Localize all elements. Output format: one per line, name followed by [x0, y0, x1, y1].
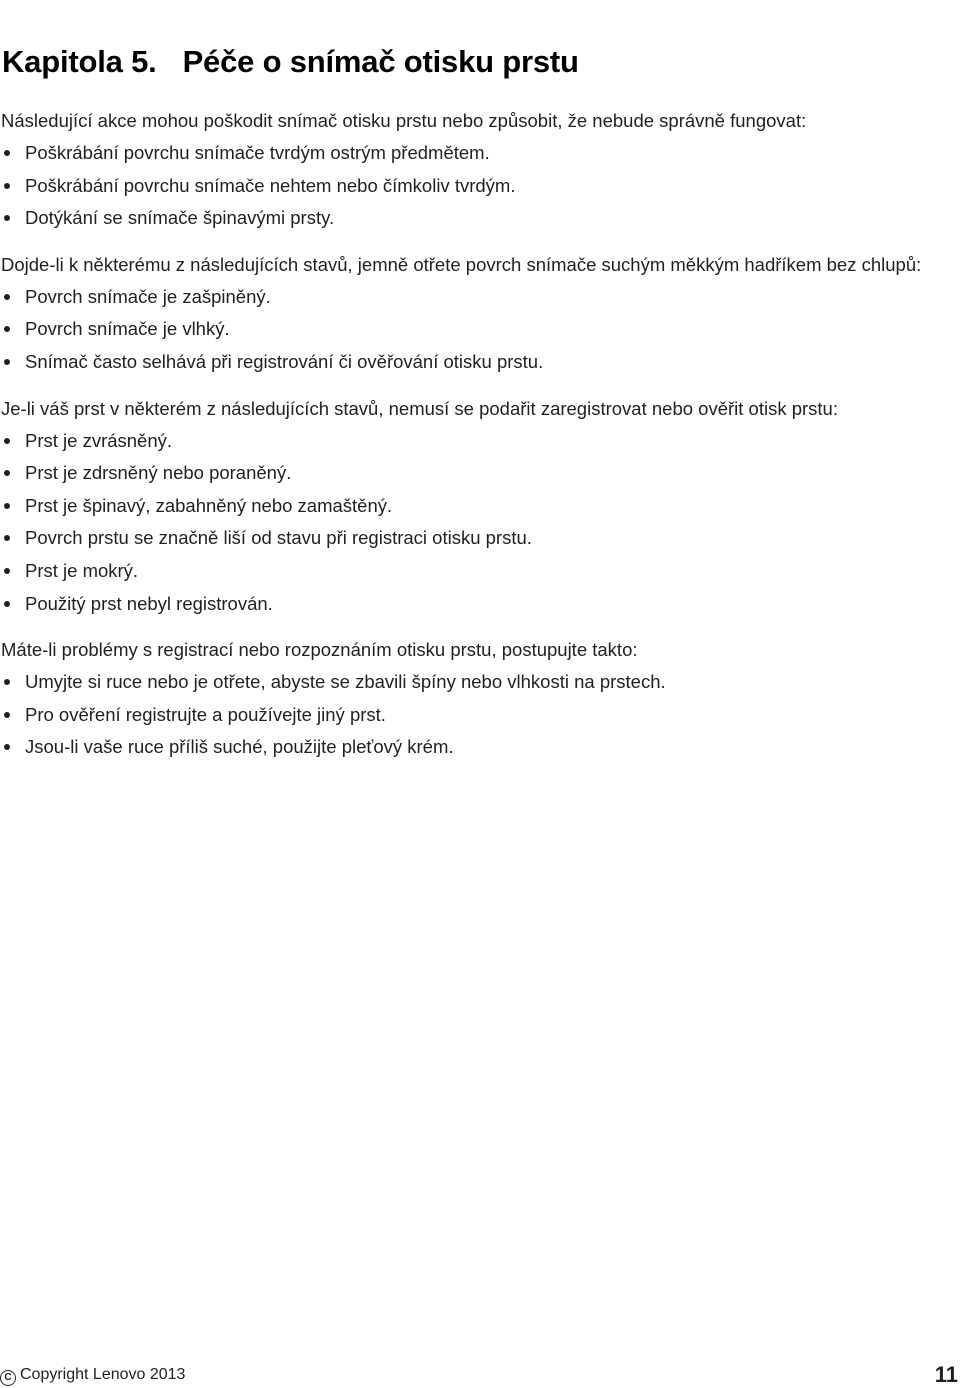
bullet-icon: [4, 601, 10, 607]
section-gap: [0, 623, 945, 637]
list-item-text: Prst je špinavý, zabahněný nebo zamaštěný.: [25, 494, 393, 516]
list-item-text: Dotýkání se snímače špinavými prsty.: [25, 207, 335, 229]
list-item-text: Prst je mokrý.: [25, 559, 139, 581]
copyright-notice: [0, 1366, 185, 1386]
list-item: [0, 316, 945, 342]
list-item: [0, 669, 945, 695]
bullet-list: [0, 669, 945, 760]
list-item-text: Prst je zdrsněný nebo poraněný.: [25, 462, 292, 484]
copyright-text: Copyright Lenovo 2013: [20, 1366, 186, 1383]
bullet-icon: [4, 150, 10, 156]
page-number: 11: [934, 1362, 958, 1387]
list-item-text: Umyjte si ruce nebo je otřete, abyste se zbavili špíny nebo vlhkosti na prstech.: [25, 671, 666, 693]
bullet-icon: [4, 470, 10, 476]
bullet-icon: [4, 568, 10, 574]
bullet-icon: [4, 712, 10, 718]
section-intro: Následující akce mohou poškodit snímač otisku prstu nebo způsobit, že nebude správně fungovat:: [1, 110, 807, 131]
chapter-number: Kapitola 5.: [2, 44, 157, 79]
list-item-text: Prst je zvrásněný.: [25, 429, 173, 451]
bullet-icon: [4, 294, 10, 300]
list-item: [0, 734, 945, 760]
list-item-text: Povrch prstu se značně liší od stavu při registraci otisku prstu.: [25, 527, 532, 549]
bullet-list: [0, 284, 945, 375]
list-item-text: Poškrábání povrchu snímače nehtem nebo čímkoliv tvrdým.: [25, 174, 516, 196]
list-item-text: Povrch snímače je vlhký.: [25, 318, 230, 340]
bullet-icon: [4, 183, 10, 189]
bullet-icon: [4, 215, 10, 221]
list-item: [0, 428, 945, 454]
bullet-list: [0, 140, 945, 231]
list-item-text: Použitý prst nebyl registrován.: [25, 592, 273, 614]
bullet-icon: [4, 679, 10, 685]
list-item: [0, 205, 945, 231]
section-gap: [0, 382, 945, 396]
bullet-icon: [4, 744, 10, 750]
document-body: [0, 108, 945, 767]
bullet-icon: [4, 503, 10, 509]
bullet-icon: [4, 535, 10, 541]
list-item: [0, 173, 945, 199]
list-item-text: Pro ověření registrujte a používejte jiný prst.: [25, 703, 386, 725]
list-item: [0, 284, 945, 310]
list-item: [0, 558, 945, 584]
list-item: [0, 591, 945, 617]
bullet-icon: [4, 326, 10, 332]
chapter-heading: [2, 44, 579, 80]
list-item-text: Povrch snímače je zašpiněný.: [25, 285, 271, 307]
section-intro: Máte-li problémy s registrací nebo rozpoznáním otisku prstu, postupujte takto:: [1, 639, 638, 661]
list-item: [0, 349, 945, 375]
section-intro: Je-li váš prst v některém z následujících stavů, nemusí se podařit zaregistrovat nebo ověřit otisk prstu:: [1, 397, 838, 419]
bullet-list: [0, 428, 945, 617]
copyright-icon: C: [0, 1370, 16, 1386]
bullet-icon: [4, 359, 10, 365]
section-intro: Dojde-li k některému z následujících stavů, jemně otřete povrch snímače suchým měkkým hadříkem bez chlupů:: [1, 253, 922, 275]
chapter-title: Péče o snímač otisku prstu: [182, 44, 579, 79]
list-item: [0, 702, 945, 728]
list-item: [0, 525, 945, 551]
list-item-text: Snímač často selhává při registrování či ověřování otisku prstu.: [25, 350, 544, 372]
list-item-text: Poškrábání povrchu snímače tvrdým ostrým předmětem.: [25, 142, 490, 163]
list-item-text: Jsou-li vaše ruce příliš suché, použijte pleťový krém.: [25, 736, 454, 758]
list-item: [0, 460, 945, 486]
section-gap: [0, 238, 945, 252]
list-item: [0, 140, 945, 166]
page-footer: [0, 1362, 960, 1386]
list-item: [0, 493, 945, 519]
bullet-icon: [4, 438, 10, 444]
